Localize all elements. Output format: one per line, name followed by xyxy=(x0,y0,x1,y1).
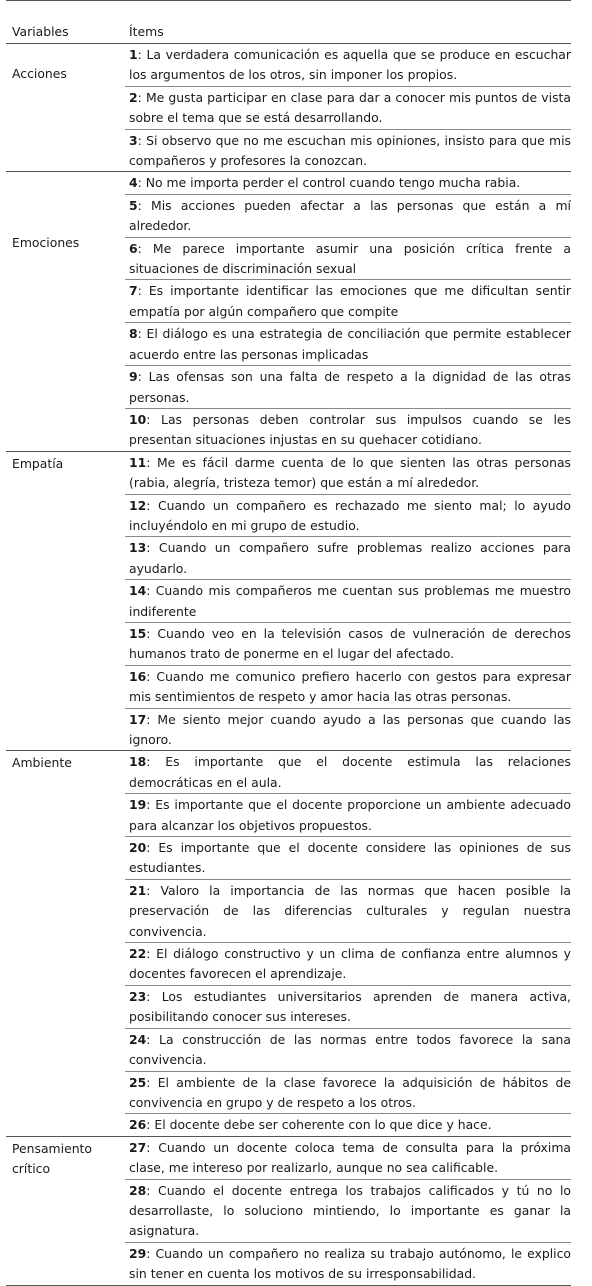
table-row xyxy=(6,451,571,751)
item-text: : Es importante que el docente considere las opiniones de sus estudiantes. xyxy=(129,840,571,876)
item-number: 3 xyxy=(129,132,138,148)
item-entry xyxy=(125,1137,571,1180)
item-text: : Si observo que no me escuchan mis opiniones, insisto para que mis compañeros y profesores la conozcan. xyxy=(129,132,571,169)
variable-label: Emociones xyxy=(12,235,80,251)
items-cell xyxy=(125,172,571,451)
item-number: 6 xyxy=(129,240,138,256)
item-entry xyxy=(125,1072,571,1115)
variables-items-table xyxy=(6,0,571,1286)
item-text: : Cuando veo en la televisión casos de vulneración de derechos humanos trato de ponerme en el lugar del afectado. xyxy=(129,625,571,662)
item-text: : El ambiente de la clase favorece la adquisición de hábitos de convivencia en grupo y de respeto a los otros. xyxy=(129,1074,571,1110)
table-row xyxy=(6,751,571,1136)
item-number: 29 xyxy=(129,1245,147,1261)
variable-cell xyxy=(6,451,125,751)
item-entry xyxy=(125,751,571,794)
table-row xyxy=(6,44,571,172)
item-entry xyxy=(125,323,571,366)
item-text: : No me importa perder el control cuando tengo mucha rabia. xyxy=(137,175,521,191)
item-text: : Valoro la importancia de las normas que hacen posible la preservación de las diferencias culturales y regulan nuestra convivencia. xyxy=(129,882,571,939)
item-text: : Cuando el docente entrega los trabajos calificados y tú no lo desarrollaste, lo soluciono mintiendo, lo importante es ganar la asignatura. xyxy=(129,1182,571,1239)
item-text: : El diálogo es una estrategia de conciliación que permite establecer acuerdo entre las personas implicadas xyxy=(129,326,571,362)
item-entry xyxy=(125,130,571,172)
table-row xyxy=(6,1136,571,1285)
items-cell xyxy=(125,751,571,1136)
item-number: 21 xyxy=(129,882,147,898)
items-cell xyxy=(125,451,571,751)
item-text: : El diálogo constructivo y un clima de confianza entre alumnos y docentes favorecen el aprendizaje. xyxy=(129,946,571,982)
item-text: : Cuando un compañero no realiza su trabajo autónomo, le explico sin tener en cuenta los motivos de su irresponsabilidad. xyxy=(129,1245,571,1282)
variable-label: Acciones xyxy=(12,66,67,81)
item-entry xyxy=(125,709,571,751)
item-number: 10 xyxy=(129,411,147,427)
items-cell xyxy=(125,1136,571,1285)
item-text: : Me es fácil darme cuenta de lo que sienten las otras personas (rabia, alegría, tristeza temor) que están a mí alrededor. xyxy=(129,454,571,491)
item-number: 4 xyxy=(129,175,138,191)
item-entry xyxy=(125,1180,571,1243)
variable-label: Ambiente xyxy=(12,755,72,771)
item-number: 22 xyxy=(129,946,147,962)
item-number: 28 xyxy=(129,1182,147,1198)
variable-cell xyxy=(6,751,125,1136)
item-number: 11 xyxy=(129,454,147,470)
item-entry xyxy=(125,943,571,986)
item-number: 16 xyxy=(129,668,147,684)
item-number: 15 xyxy=(129,625,147,641)
item-number: 1 xyxy=(129,47,138,62)
item-text: : Mis acciones pueden afectar a las personas que están a mí alrededor. xyxy=(129,197,571,234)
item-text: : Es importante que el docente proporcione un ambiente adecuado para alcanzar los objetivos propuestos. xyxy=(129,797,571,833)
item-entry xyxy=(125,580,571,623)
item-entry xyxy=(125,172,571,194)
variable-cell xyxy=(6,172,125,451)
item-text: : Es importante identificar las emociones que me dificultan sentir empatía por algún compañero que compite xyxy=(129,283,571,319)
items-table-document xyxy=(6,0,571,1286)
variable-cell xyxy=(6,1136,125,1285)
item-text: : Cuando mis compañeros me cuentan sus problemas me muestro indiferente xyxy=(129,583,571,619)
item-text: : Cuando un compañero sufre problemas realizo acciones para ayudarlo. xyxy=(129,540,571,576)
item-number: 7 xyxy=(129,283,138,299)
item-entry xyxy=(125,986,571,1029)
item-number: 17 xyxy=(129,711,147,727)
variable-label: Pensamiento crítico xyxy=(12,1140,92,1177)
item-entry xyxy=(125,1243,571,1285)
item-text: : Me gusta participar en clase para dar a conocer mis puntos de vista sobre el tema que se está desarrollando. xyxy=(129,89,571,126)
item-number: 19 xyxy=(129,797,147,813)
variable-label: Empatía xyxy=(12,455,64,471)
item-number: 14 xyxy=(129,583,147,599)
item-text: : Las ofensas son una falta de respeto a la dignidad de las otras personas. xyxy=(129,369,571,405)
item-number: 20 xyxy=(129,840,147,856)
item-text: : La construcción de las normas entre todos favorece la sana convivencia. xyxy=(129,1031,571,1068)
item-text: : Cuando un compañero es rechazado me siento mal; lo ayudo incluyéndolo en mi grupo de estudio. xyxy=(129,497,571,533)
item-entry xyxy=(125,1029,571,1072)
item-number: 27 xyxy=(129,1139,147,1155)
item-number: 26 xyxy=(129,1117,147,1133)
item-entry xyxy=(125,837,571,880)
item-number: 5 xyxy=(129,197,138,213)
item-number: 24 xyxy=(129,1031,147,1047)
item-text: : Me parece importante asumir una posición crítica frente a situaciones de discriminación sexual xyxy=(129,240,571,277)
item-number: 2 xyxy=(129,89,138,105)
header-variables: Variables xyxy=(6,1,125,44)
item-entry xyxy=(125,623,571,666)
item-entry xyxy=(125,195,571,238)
item-number: 12 xyxy=(129,497,147,513)
item-entry xyxy=(125,44,571,87)
item-text: : Me siento mejor cuando ayudo a las personas que cuando las ignoro. xyxy=(129,711,571,747)
item-entry xyxy=(125,409,571,451)
item-text: : Cuando me comunico prefiero hacerlo con gestos para expresar mis sentimientos de respeto y amor hacia las otras personas. xyxy=(129,668,571,705)
item-entry xyxy=(125,452,571,495)
item-entry xyxy=(125,1114,571,1135)
item-entry xyxy=(125,880,571,943)
item-number: 13 xyxy=(129,540,147,556)
item-entry xyxy=(125,666,571,709)
item-text: : La verdadera comunicación es aquella que se produce en escuchar los argumentos de los otros, sin imponer los propios. xyxy=(129,47,571,83)
item-entry xyxy=(125,280,571,323)
item-entry xyxy=(125,87,571,130)
items-cell xyxy=(125,44,571,172)
item-number: 25 xyxy=(129,1074,147,1090)
table-row xyxy=(6,172,571,451)
item-text: : Cuando un docente coloca tema de consulta para la próxima clase, me intereso por realizarlo, aunque no sea calificable. xyxy=(129,1139,571,1176)
item-entry xyxy=(125,366,571,409)
item-entry xyxy=(125,537,571,580)
item-text: : Es importante que el docente estimula las relaciones democráticas en el aula. xyxy=(129,754,571,790)
item-entry xyxy=(125,238,571,281)
item-number: 18 xyxy=(129,754,147,770)
item-entry xyxy=(125,495,571,538)
variable-cell xyxy=(6,44,125,172)
item-entry xyxy=(125,794,571,837)
table-body xyxy=(6,44,571,1286)
item-text: : El docente debe ser coherente con lo que dice y hace. xyxy=(146,1117,492,1133)
item-number: 9 xyxy=(129,369,138,385)
item-text: : Las personas deben controlar sus impulsos cuando se les presentan situaciones injustas en su quehacer cotidiano. xyxy=(129,411,571,448)
header-items: Ítems xyxy=(125,1,571,44)
item-number: 23 xyxy=(129,988,147,1004)
item-text: : Los estudiantes universitarios aprenden de manera activa, posibilitando conocer sus intereses. xyxy=(129,988,571,1025)
item-number: 8 xyxy=(129,326,138,342)
table-header-row xyxy=(6,1,571,44)
